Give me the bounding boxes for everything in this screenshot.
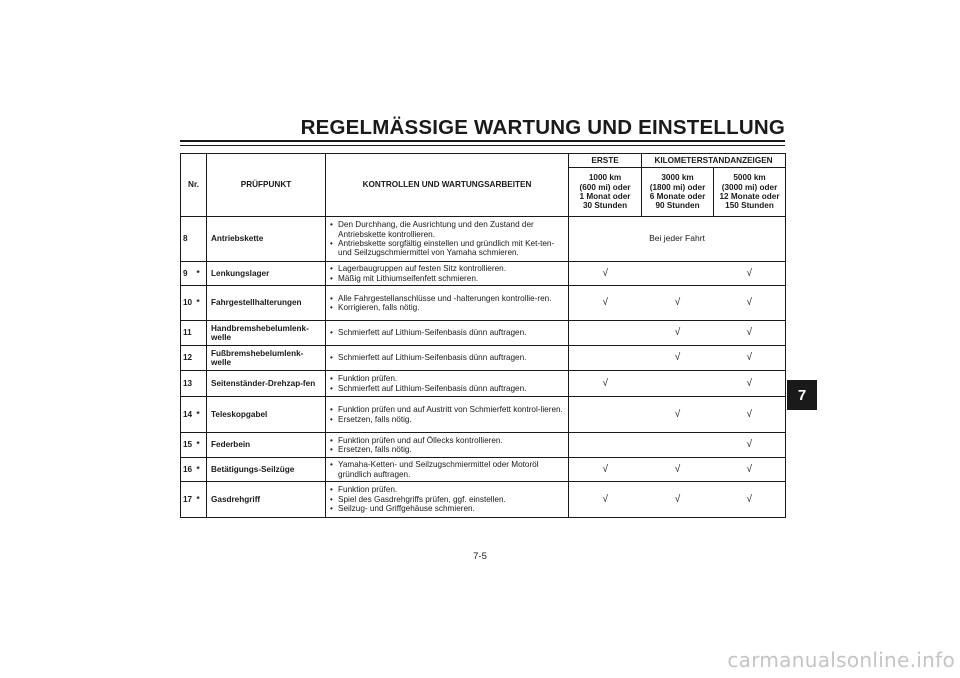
dealer-marker: * xyxy=(197,286,207,321)
row-number: 11 xyxy=(181,321,197,346)
work-bullet: • Lagerbaugruppen auf festen Sitz kontrollieren. xyxy=(330,264,565,273)
table-row xyxy=(181,286,786,321)
work-description xyxy=(326,262,569,286)
header-pruefpunkt: PRÜFPUNKT xyxy=(207,154,326,217)
check-point: Teleskopgabel xyxy=(207,397,326,433)
work-description xyxy=(326,321,569,346)
check-mark: √ xyxy=(714,262,786,286)
work-description xyxy=(326,397,569,433)
interval-every-ride: Bei jeder Fahrt xyxy=(569,217,786,262)
work-bullet: • Funktion prüfen. xyxy=(330,374,565,383)
work-description xyxy=(326,371,569,397)
check-point: Fußbremshebelumlenk-welle xyxy=(207,346,326,371)
check-mark: √ xyxy=(569,286,642,321)
check-mark: √ xyxy=(642,346,714,371)
table-row xyxy=(181,262,786,286)
check-mark: √ xyxy=(714,346,786,371)
check-mark: √ xyxy=(569,262,642,286)
work-bullet: • Schmierfett auf Lithium-Seifenbasis dünn auftragen. xyxy=(330,353,565,362)
check-mark: √ xyxy=(714,286,786,321)
work-bullet: • Mäßig mit Lithiumseifenfett schmieren. xyxy=(330,274,565,283)
dealer-marker xyxy=(197,217,207,262)
row-number: 13 xyxy=(181,371,197,397)
work-description xyxy=(326,458,569,482)
dealer-marker xyxy=(197,346,207,371)
check-point: Antriebskette xyxy=(207,217,326,262)
check-point: Betätigungs-Seilzüge xyxy=(207,458,326,482)
table-body xyxy=(181,217,786,518)
table-row xyxy=(181,217,786,262)
row-number: 9 xyxy=(181,262,197,286)
check-mark: √ xyxy=(642,458,714,482)
check-mark: √ xyxy=(642,482,714,518)
check-mark xyxy=(642,262,714,286)
work-bullet: • Funktion prüfen. xyxy=(330,485,565,494)
table-row xyxy=(181,346,786,371)
work-bullet: • Korrigieren, falls nötig. xyxy=(330,303,565,312)
header-kilometer: KILOMETERSTANDANZEIGEN xyxy=(642,154,786,168)
check-point: Federbein xyxy=(207,433,326,458)
header-interval-5000km: 5000 km (3000 mi) oder 12 Monate oder 150 Stunden xyxy=(714,168,786,217)
check-point: Fahrgestellhalterungen xyxy=(207,286,326,321)
check-point: Gasdrehgriff xyxy=(207,482,326,518)
header-erste: ERSTE xyxy=(569,154,642,168)
watermark: carmanualsonline.info xyxy=(727,648,955,672)
dealer-marker: * xyxy=(197,262,207,286)
check-point: Seitenständer-Drehzap-fen xyxy=(207,371,326,397)
row-number: 15 xyxy=(181,433,197,458)
check-mark: √ xyxy=(714,371,786,397)
maintenance-table xyxy=(180,153,786,518)
row-number: 8 xyxy=(181,217,197,262)
work-description xyxy=(326,482,569,518)
work-bullet: • Funktion prüfen und auf Öllecks kontrollieren. xyxy=(330,436,565,445)
check-mark: √ xyxy=(714,397,786,433)
check-mark: √ xyxy=(714,433,786,458)
dealer-marker xyxy=(197,321,207,346)
work-bullet: • Funktion prüfen und auf Austritt von Schmierfett kontrol-lieren. xyxy=(330,405,565,414)
dealer-marker: * xyxy=(197,482,207,518)
check-mark xyxy=(569,433,642,458)
check-mark: √ xyxy=(642,397,714,433)
header-interval-1000km: 1000 km (600 mi) oder 1 Monat oder 30 Stunden xyxy=(569,168,642,217)
check-mark xyxy=(569,321,642,346)
table-row xyxy=(181,371,786,397)
work-bullet: • Seilzug- und Griffgehäuse schmieren. xyxy=(330,504,565,513)
table-row xyxy=(181,458,786,482)
work-description xyxy=(326,286,569,321)
dealer-marker xyxy=(197,371,207,397)
work-bullet: • Alle Fahrgestellanschlüsse und -halterungen kontrollie-ren. xyxy=(330,294,565,303)
row-number: 10 xyxy=(181,286,197,321)
title-rule xyxy=(180,140,785,146)
work-bullet: • Ersetzen, falls nötig. xyxy=(330,445,565,454)
page-title: REGELMÄSSIGE WARTUNG UND EINSTELLUNG xyxy=(300,116,785,139)
table-row xyxy=(181,397,786,433)
work-bullet: • Schmierfett auf Lithium-Seifenbasis dünn auftragen. xyxy=(330,384,565,393)
table-row xyxy=(181,321,786,346)
dealer-marker: * xyxy=(197,433,207,458)
check-mark: √ xyxy=(714,321,786,346)
row-number: 17 xyxy=(181,482,197,518)
check-mark xyxy=(569,346,642,371)
check-point: Lenkungslager xyxy=(207,262,326,286)
page-number: 7-5 xyxy=(473,551,487,562)
work-description xyxy=(326,346,569,371)
check-mark: √ xyxy=(569,371,642,397)
check-point: Handbremshebelumlenk-welle xyxy=(207,321,326,346)
check-mark xyxy=(642,433,714,458)
check-mark: √ xyxy=(642,286,714,321)
check-mark xyxy=(569,397,642,433)
check-mark: √ xyxy=(714,458,786,482)
check-mark: √ xyxy=(569,482,642,518)
check-mark: √ xyxy=(714,482,786,518)
row-number: 14 xyxy=(181,397,197,433)
chapter-tab: 7 xyxy=(787,380,817,410)
header-interval-3000km: 3000 km (1800 mi) oder 6 Monate oder 90 Stunden xyxy=(642,168,714,217)
work-bullet: • Ersetzen, falls nötig. xyxy=(330,415,565,424)
table-row xyxy=(181,433,786,458)
check-mark: √ xyxy=(642,321,714,346)
work-bullet: • Schmierfett auf Lithium-Seifenbasis dünn auftragen. xyxy=(330,328,565,337)
work-bullet: • Antriebskette sorgfältig einstellen und gründlich mit Ket-ten- und Seilzugschmiermittel von Yamaha schmieren. xyxy=(330,239,565,258)
table-row xyxy=(181,482,786,518)
work-bullet: • Spiel des Gasdrehgriffs prüfen, ggf. einstellen. xyxy=(330,495,565,504)
dealer-marker: * xyxy=(197,458,207,482)
row-number: 16 xyxy=(181,458,197,482)
header-kontrollen: KONTROLLEN UND WARTUNGSARBEITEN xyxy=(326,154,569,217)
work-bullet: • Yamaha-Ketten- und Seilzugschmiermittel oder Motoröl gründlich auftragen. xyxy=(330,460,565,479)
row-number: 12 xyxy=(181,346,197,371)
work-bullet: • Den Durchhang, die Ausrichtung und den Zustand der Antriebskette kontrollieren. xyxy=(330,220,565,239)
check-mark xyxy=(642,371,714,397)
header-nr: Nr. xyxy=(181,154,207,217)
check-mark: √ xyxy=(569,458,642,482)
work-description xyxy=(326,433,569,458)
dealer-marker: * xyxy=(197,397,207,433)
work-description xyxy=(326,217,569,262)
